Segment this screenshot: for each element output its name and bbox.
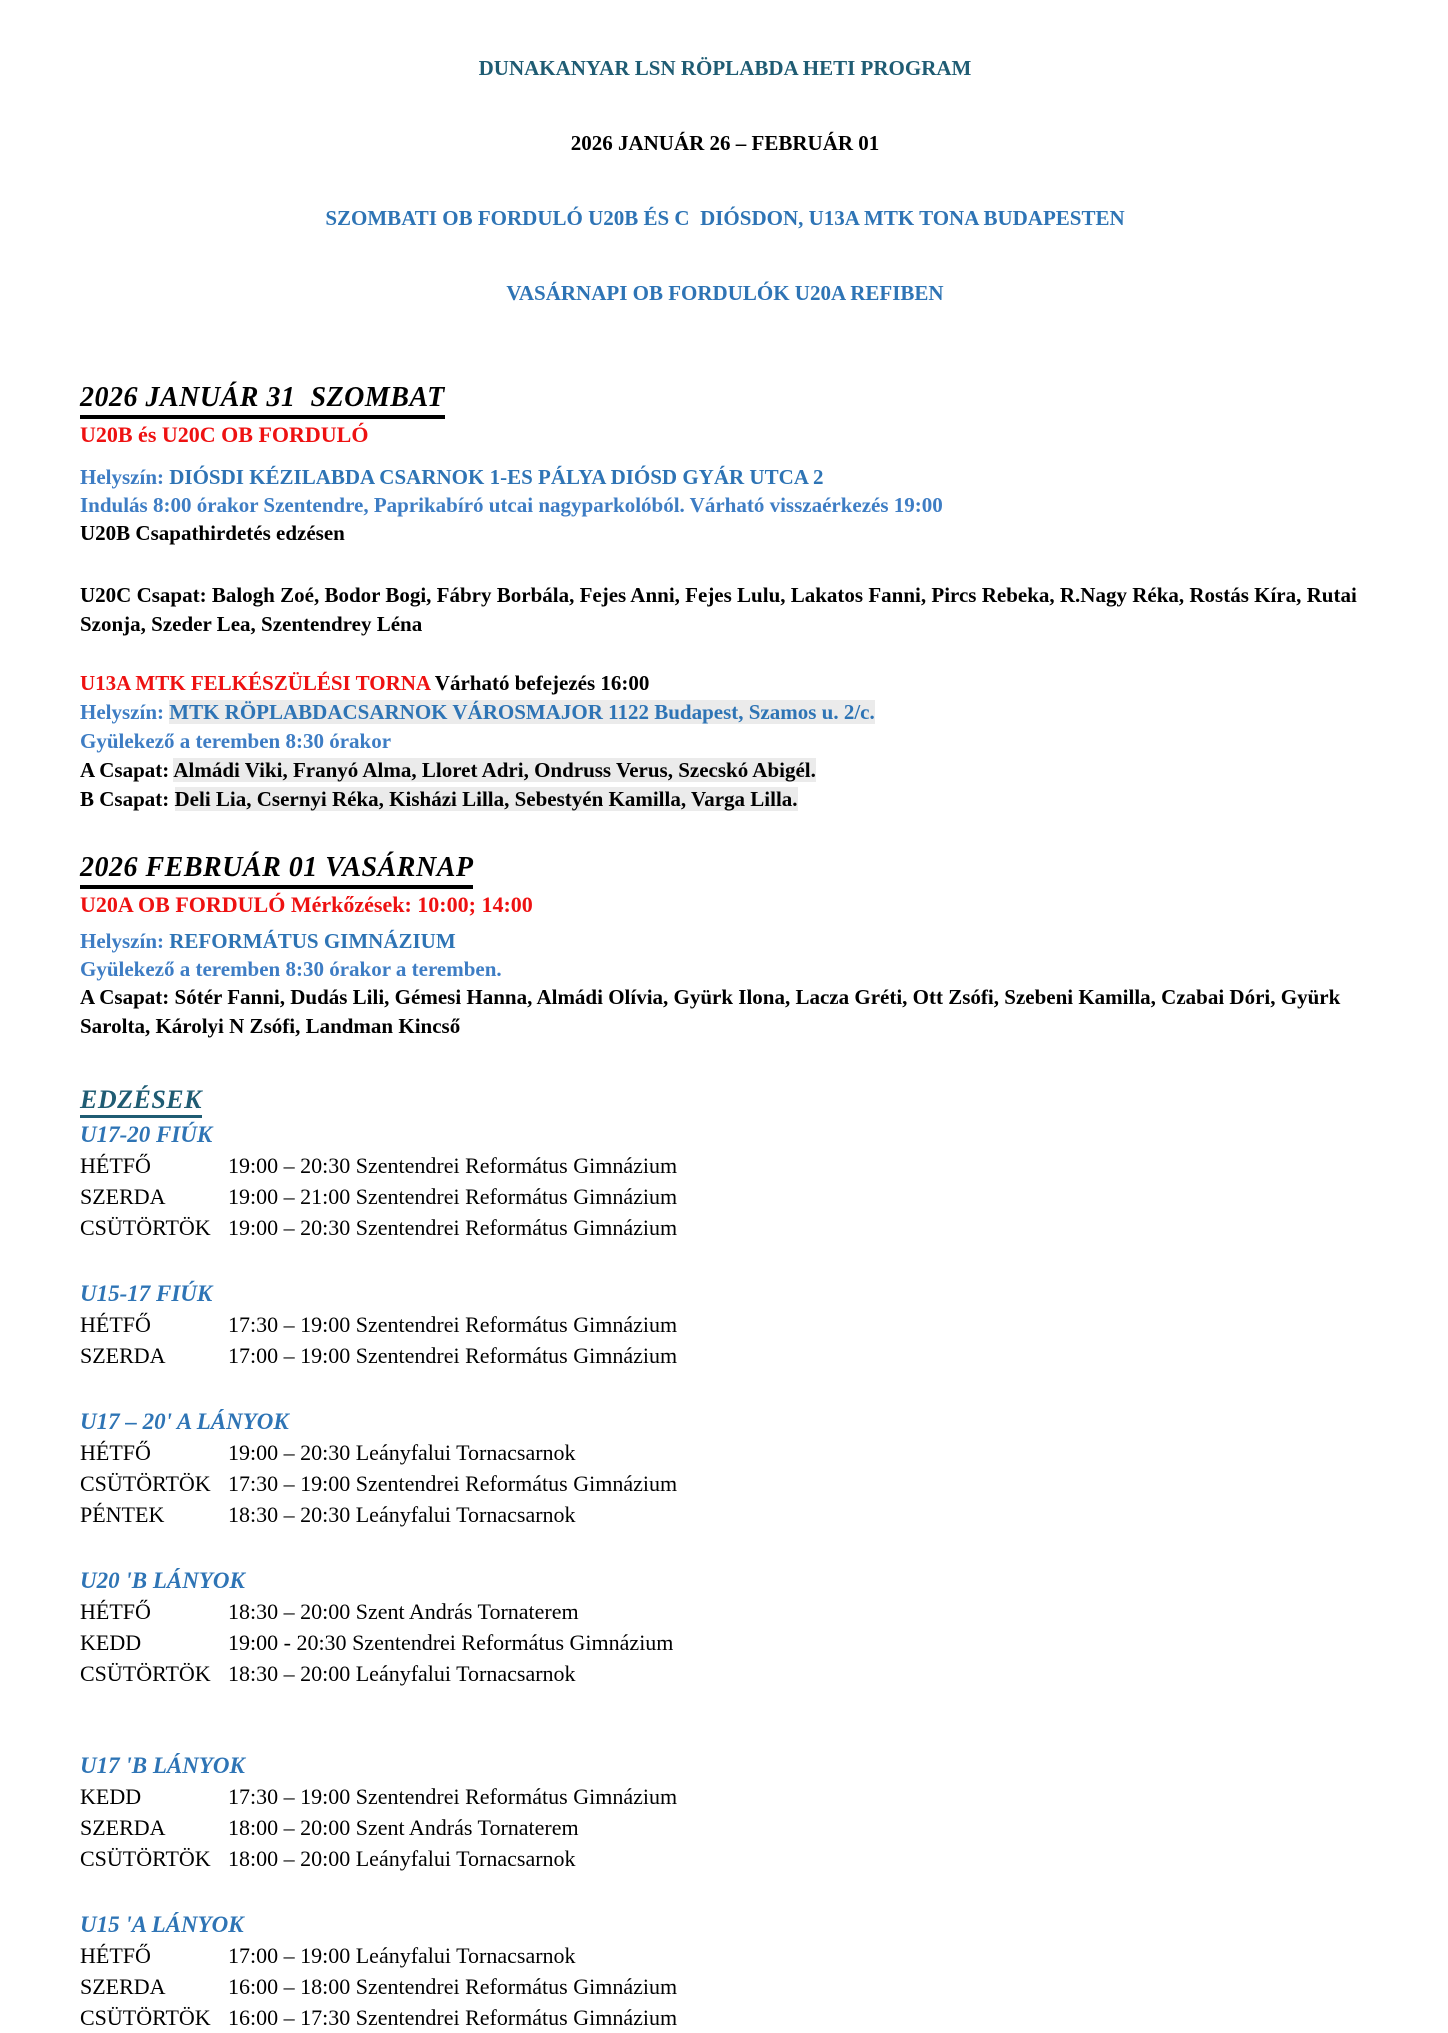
training-group-u20-b-lanyok <box>80 1566 1370 1689</box>
training-day: SZERDA <box>80 1815 166 1840</box>
training-time: 19:00 – 20:30 <box>228 1153 351 1178</box>
training-row <box>80 1181 1370 1212</box>
saturday-announcement-line: U20B Csapathirdetés edzésen <box>80 521 345 545</box>
training-time: 18:30 – 20:00 <box>228 1599 351 1624</box>
sunday-date-heading: 2026 FEBRUÁR 01 VASÁRNAP <box>80 852 473 889</box>
doc-saturday-summary: SZOMBATI OB FORDULÓ U20B ÉS C DIÓSDON, U13A MTK TONA BUDAPESTEN <box>325 206 1125 230</box>
training-day: CSÜTÖRTÖK <box>80 2005 211 2030</box>
training-venue: Szentendrei Református Gimnázium <box>355 1312 678 1337</box>
team-a-names: Almádi Viki, Franyó Alma, Lloret Adri, Ondruss Verus, Szecskó Abigél. <box>173 758 816 782</box>
u20a-roster-line <box>80 983 1370 1041</box>
training-group-u15-17-fiuk <box>80 1279 1370 1371</box>
training-venue: Leányfalui Tornacsarnok <box>355 1440 576 1465</box>
group-name: U15-17 FIÚK <box>80 1281 213 1306</box>
training-row <box>80 1971 1370 2002</box>
sunday-round-heading: U20A OB FORDULÓ Mérkőzések: 10:00; 14:00 <box>80 892 533 917</box>
training-venue: Szentendrei Református Gimnázium <box>355 1974 678 1999</box>
team-b-names: Deli Lia, Csernyi Réka, Kisházi Lilla, Sebestyén Kamilla, Varga Lilla. <box>174 787 798 811</box>
u13a-heading-line <box>80 669 1370 698</box>
training-venue: Szent András Tornaterem <box>355 1815 579 1840</box>
trainings-heading: EDZÉSEK <box>80 1085 202 1118</box>
training-venue: Szentendrei Református Gimnázium <box>355 1343 678 1368</box>
training-venue: Szentendrei Református Gimnázium <box>355 1471 678 1496</box>
group-name: U17 – 20' A LÁNYOK <box>80 1409 289 1434</box>
training-venue: Szentendrei Református Gimnázium <box>355 1784 678 1809</box>
training-row <box>80 1340 1370 1371</box>
training-row <box>80 1843 1370 1874</box>
training-time: 18:00 – 20:00 <box>228 1815 351 1840</box>
u13a-team-b-line <box>80 785 1370 814</box>
training-row <box>80 1658 1370 1689</box>
training-group-u17-20-a-lanyok <box>80 1407 1370 1530</box>
training-row <box>80 1627 1370 1658</box>
u13a-section <box>80 669 1370 814</box>
venue-value: MTK RÖPLABDACSARNOK VÁROSMAJOR 1122 Budapest, Szamos u. 2/c. <box>169 700 875 724</box>
group-name: U17 'B LÁNYOK <box>80 1753 245 1778</box>
training-venue: Szentendrei Református Gimnázium <box>355 1184 678 1209</box>
sunday-gathering-line: Gyülekező a teremben 8:30 órakor a teremben. <box>80 957 502 981</box>
training-day: HÉTFŐ <box>80 1943 151 1968</box>
venue-label: Helyszín: <box>80 700 164 724</box>
training-row <box>80 1150 1370 1181</box>
training-day: HÉTFŐ <box>80 1312 151 1337</box>
venue-value: REFORMÁTUS GIMNÁZIUM <box>169 929 456 953</box>
training-row <box>80 1499 1370 1530</box>
training-venue: Szentendrei Református Gimnázium <box>355 2005 678 2030</box>
training-time: 18:30 – 20:30 <box>228 1502 351 1527</box>
training-row <box>80 1812 1370 1843</box>
training-time: 19:00 - 20:30 <box>228 1630 347 1655</box>
training-time: 17:30 – 19:00 <box>228 1312 351 1337</box>
training-time: 18:00 – 20:00 <box>228 1846 351 1871</box>
training-venue: Szentendrei Református Gimnázium <box>355 1153 678 1178</box>
training-day: CSÜTÖRTÖK <box>80 1846 211 1871</box>
training-group-u15-a-lanyok <box>80 1910 1370 2033</box>
training-day: CSÜTÖRTÖK <box>80 1471 211 1496</box>
doc-sunday-summary: VASÁRNAPI OB FORDULÓK U20A REFIBEN <box>506 281 944 305</box>
saturday-round-heading: U20B és U20C OB FORDULÓ <box>80 422 369 447</box>
venue-label: Helyszín: <box>80 465 164 489</box>
u13a-tournament-heading: U13A MTK FELKÉSZÜLÉSI TORNA <box>80 671 430 695</box>
training-time: 19:00 – 20:30 <box>228 1440 351 1465</box>
training-day: HÉTFŐ <box>80 1153 151 1178</box>
group-name: U17-20 FIÚK <box>80 1122 213 1147</box>
venue-value: DIÓSDI KÉZILABDA CSARNOK 1-ES PÁLYA DIÓSD GYÁR UTCA 2 <box>169 465 824 489</box>
team-a-label: A Csapat: <box>80 758 170 782</box>
team-a-names: Sótér Fanni, Dudás Lili, Gémesi Hanna, Almádi Olívia, Gyürk Ilona, Lacza Gréti, Ott Zsófi, Szebeni Kamilla, Czabai Dóri, Gyürk Sarolta, Károlyi N Zsófi, Landman Kincső <box>80 985 1341 1038</box>
training-time: 17:30 – 19:00 <box>228 1471 351 1496</box>
training-row <box>80 1437 1370 1468</box>
training-time: 17:00 – 19:00 <box>228 1343 351 1368</box>
training-day: KEDD <box>80 1630 142 1655</box>
sunday-venue-line <box>80 927 1370 955</box>
training-row <box>80 1781 1370 1812</box>
document-header <box>80 6 1370 356</box>
training-venue: Szent András Tornaterem <box>355 1599 579 1624</box>
training-venue: Leányfalui Tornacsarnok <box>355 1943 576 1968</box>
training-group-u17-b-lanyok <box>80 1751 1370 1874</box>
doc-date-range: 2026 JANUÁR 26 – FEBRUÁR 01 <box>570 131 880 155</box>
training-row <box>80 1468 1370 1499</box>
training-time: 16:00 – 17:30 <box>228 2005 351 2030</box>
training-day: SZERDA <box>80 1974 166 1999</box>
saturday-venue-line <box>80 463 1370 491</box>
u13a-finish-time: Várható befejezés 16:00 <box>434 671 650 695</box>
team-b-label: B Csapat: <box>80 787 170 811</box>
training-row <box>80 1309 1370 1340</box>
training-venue: Leányfalui Tornacsarnok <box>355 1846 576 1871</box>
training-venue: Szentendrei Református Gimnázium <box>352 1630 674 1655</box>
trainings-section <box>80 1041 1370 2033</box>
training-day: CSÜTÖRTÖK <box>80 1215 211 1240</box>
sunday-section <box>80 852 1370 1041</box>
u13a-team-a-line <box>80 756 1370 785</box>
training-day: KEDD <box>80 1784 142 1809</box>
saturday-date-heading: 2026 JANUÁR 31 SZOMBAT <box>80 382 445 419</box>
u20c-roster-label: U20C Csapat: <box>80 583 207 607</box>
saturday-section <box>80 382 1370 639</box>
u13a-venue-line <box>80 698 1370 727</box>
u20c-roster-names: Balogh Zoé, Bodor Bogi, Fábry Borbála, Fejes Anni, Fejes Lulu, Lakatos Fanni, Pircs Rebeka, R.Nagy Réka, Rostás Kíra, Rutai Szonja, Szeder Lea, Szentendrey Léna <box>80 583 1357 636</box>
training-venue: Leányfalui Tornacsarnok <box>355 1661 576 1686</box>
training-time: 19:00 – 20:30 <box>228 1215 351 1240</box>
training-time: 16:00 – 18:00 <box>228 1974 351 1999</box>
group-name: U20 'B LÁNYOK <box>80 1568 245 1593</box>
u13a-gathering-line: Gyülekező a teremben 8:30 órakor <box>80 729 392 753</box>
u20c-roster-line <box>80 581 1370 639</box>
training-day: HÉTFŐ <box>80 1440 151 1465</box>
training-row <box>80 1212 1370 1243</box>
group-name: U15 'A LÁNYOK <box>80 1912 244 1937</box>
training-time: 19:00 – 21:00 <box>228 1184 351 1209</box>
training-venue: Leányfalui Tornacsarnok <box>355 1502 576 1527</box>
training-time: 17:30 – 19:00 <box>228 1784 351 1809</box>
training-row <box>80 1940 1370 1971</box>
venue-label: Helyszín: <box>80 929 164 953</box>
training-time: 17:00 – 19:00 <box>228 1943 351 1968</box>
training-venue: Szentendrei Református Gimnázium <box>355 1215 678 1240</box>
training-group-u17-20-fiuk <box>80 1120 1370 1243</box>
training-day: PÉNTEK <box>80 1502 165 1527</box>
team-a-label: A Csapat: <box>80 985 170 1009</box>
training-row <box>80 2002 1370 2033</box>
doc-title: DUNAKANYAR LSN RÖPLABDA HETI PROGRAM <box>478 56 972 80</box>
training-row <box>80 1596 1370 1627</box>
training-time: 18:30 – 20:00 <box>228 1661 351 1686</box>
training-day: SZERDA <box>80 1184 166 1209</box>
training-day: HÉTFŐ <box>80 1599 151 1624</box>
training-day: SZERDA <box>80 1343 166 1368</box>
saturday-departure-line: Indulás 8:00 órakor Szentendre, Paprikabíró utcai nagyparkolóból. Várható visszaérkezés 19:00 <box>80 493 943 517</box>
training-day: CSÜTÖRTÖK <box>80 1661 211 1686</box>
